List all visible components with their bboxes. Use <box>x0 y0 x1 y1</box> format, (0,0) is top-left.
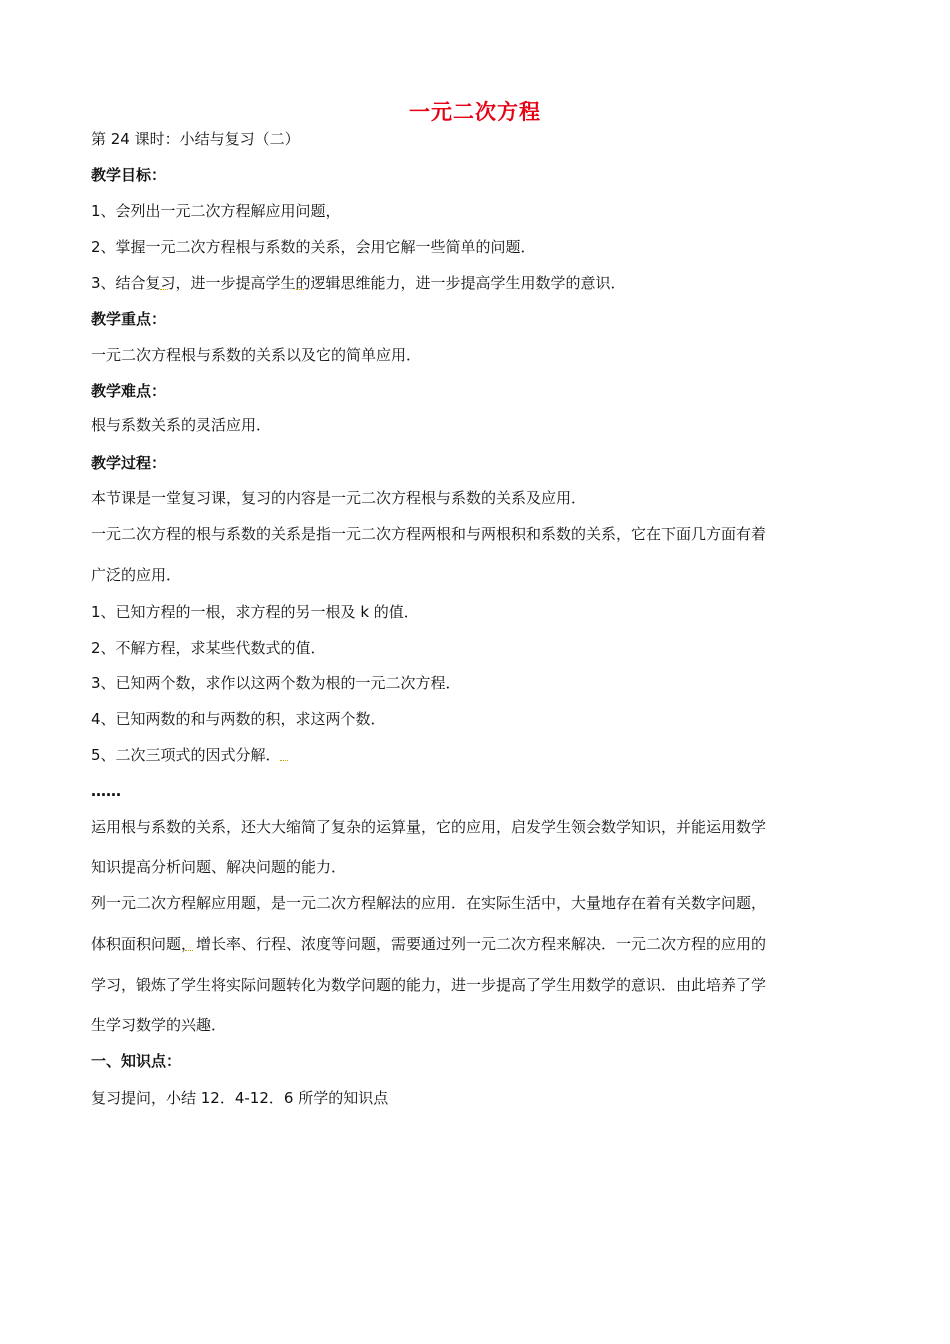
objectives-heading: 教学目标： <box>91 166 167 184</box>
difficulties-text: 根与系数关系的灵活应用． <box>91 416 272 434</box>
key-points-text: 一元二次方程根与系数的关系以及它的简单应用． <box>91 346 422 364</box>
process-paragraph-line: 体积面积问题，增长率、行程、浓度等问题，需要通过列一元二次方程来解决．一元二次方程的应用的 <box>91 935 767 953</box>
process-paragraph-line: 知识提高分析问题、解决问题的能力． <box>91 858 347 876</box>
process-paragraph-line: 生学习数学的兴趣． <box>91 1016 227 1034</box>
process-paragraph-line: 列一元二次方程解应用题，是一元二次方程解法的应用．在实际生活中，大量地存在着有关数字问题， <box>91 894 767 912</box>
process-list-item: 1、已知方程的一根，求方程的另一根及 k 的值． <box>91 603 419 621</box>
process-paragraph-line: 学习，锻炼了学生将实际问题转化为数学问题的能力，进一步提高了学生用数学的意识．由此培养了学 <box>91 976 767 994</box>
process-paragraph-line: 一元二次方程的根与系数的关系是指一元二次方程两根和与两根积和系数的关系，它在下面几方面有着 <box>91 525 767 543</box>
process-heading: 教学过程： <box>91 454 167 472</box>
lesson-subtitle: 第 24 课时：小结与复习（二） <box>91 130 300 148</box>
edit-mark <box>185 947 193 951</box>
process-list-item: 5、二次三项式的因式分解． <box>91 746 281 764</box>
ellipsis: …… <box>91 782 121 800</box>
objective-item: 3、结合复习，进一步提高学生的逻辑思维能力，进一步提高学生用数学的意识． <box>91 274 626 292</box>
edit-mark <box>280 757 288 761</box>
objective-item: 1、会列出一元二次方程解应用问题， <box>91 202 341 220</box>
knowledge-text: 复习提问，小结 12．4-12．6 所学的知识点 <box>91 1089 389 1107</box>
process-paragraph-line: 广泛的应用． <box>91 566 182 584</box>
process-list-item: 2、不解方程，求某些代数式的值． <box>91 639 326 657</box>
edit-mark <box>160 286 168 290</box>
key-points-heading: 教学重点： <box>91 310 167 328</box>
objective-item: 2、掌握一元二次方程根与系数的关系，会用它解一些简单的问题． <box>91 238 536 256</box>
process-intro: 本节课是一堂复习课，复习的内容是一元二次方程根与系数的关系及应用． <box>91 489 587 507</box>
process-list-item: 4、已知两数的和与两数的积，求这两个数． <box>91 710 386 728</box>
process-paragraph-line: 运用根与系数的关系，还大大缩简了复杂的运算量，它的应用，启发学生领会数学知识，并能运用数学 <box>91 818 767 836</box>
process-list-item: 3、已知两个数，求作以这两个数为根的一元二次方程． <box>91 674 461 692</box>
knowledge-heading: 一、知识点： <box>91 1052 182 1070</box>
document-title: 一元二次方程 <box>409 100 541 124</box>
edit-mark <box>296 286 304 290</box>
difficulties-heading: 教学难点： <box>91 382 167 400</box>
